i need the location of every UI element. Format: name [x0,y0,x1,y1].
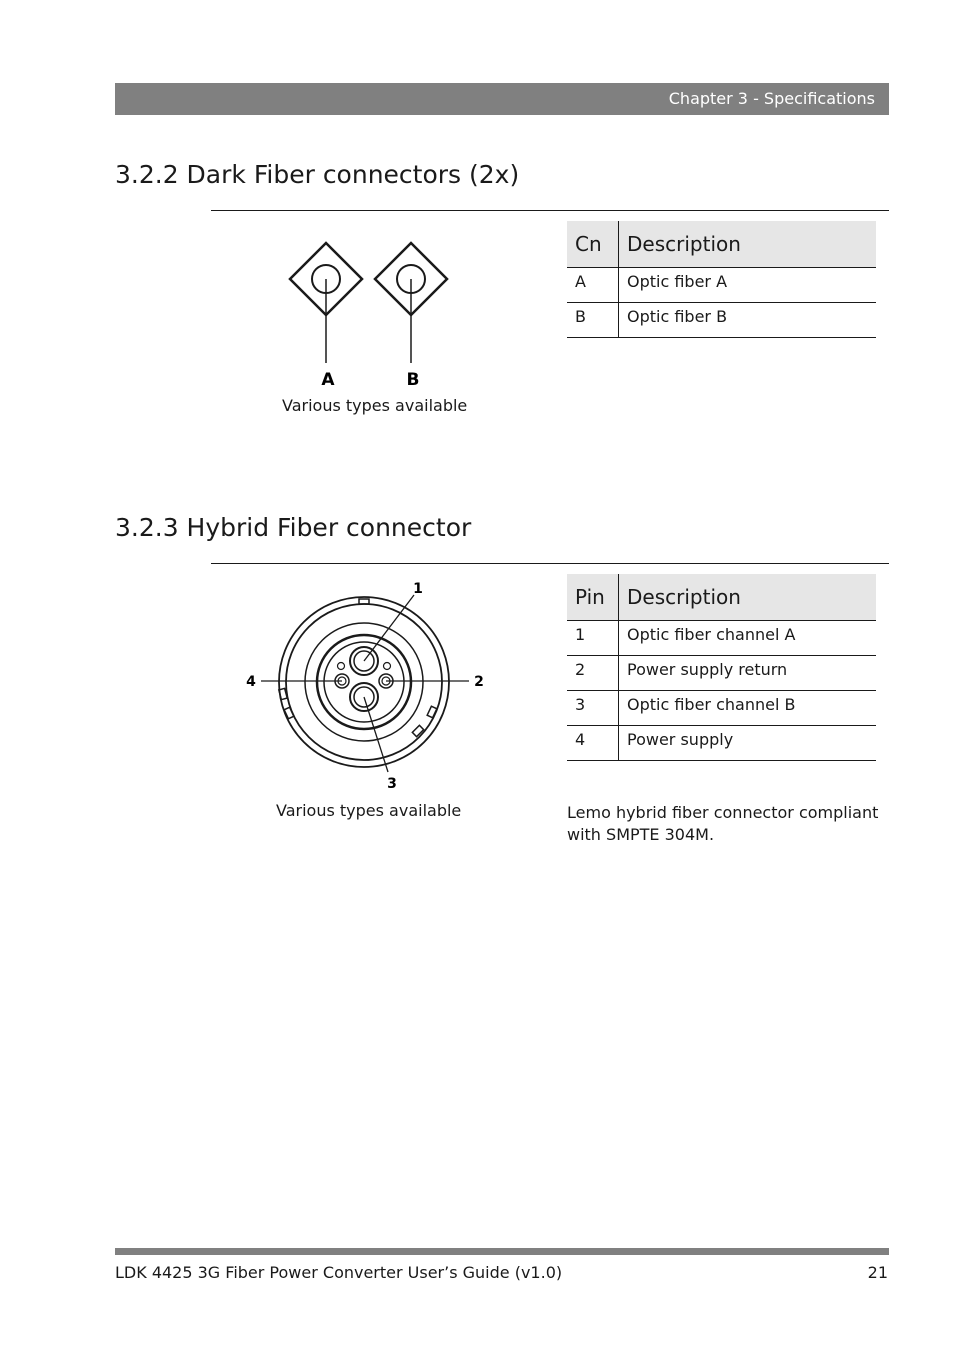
dark-fiber-table [567,221,876,338]
table-cell: Power supply [619,726,877,761]
column-header: Pin [567,574,619,621]
table-row [567,268,876,303]
section-title-dark-fiber: 3.2.2 Dark Fiber connectors (2x) [115,160,520,189]
pin-4-label: 4 [246,674,256,690]
pin-3-label: 3 [387,776,397,792]
table-cell: Optic fiber channel B [619,691,877,726]
table-row [567,726,876,761]
table-cell: Optic fiber A [619,268,877,303]
connector-body-icon [279,597,449,767]
table-cell: Optic fiber B [619,303,877,338]
hybrid-fiber-connector-diagram [240,575,500,800]
section-rule [211,563,889,564]
pin-2-label: 2 [474,674,484,690]
chapter-title: Chapter 3 - Specifications [668,89,875,108]
hybrid-fiber-caption: Various types available [276,801,462,820]
table-row [567,621,876,656]
connector-b-icon [375,243,447,363]
table-cell: Power supply return [619,656,877,691]
label-a: A [321,370,335,390]
table-row [567,691,876,726]
footer-bar [115,1248,889,1255]
label-b: B [406,370,420,390]
table-header-row [567,574,876,621]
column-header: Cn [567,221,619,268]
table-cell: 3 [567,691,619,726]
chapter-header-bar [115,83,889,115]
hybrid-fiber-table [567,574,876,761]
table-row [567,656,876,691]
table-cell: 2 [567,656,619,691]
table-row [567,303,876,338]
connector-note: Lemo hybrid fiber connector compliant with SMPTE 304M. [567,803,879,844]
section-title-hybrid-fiber: 3.2.3 Hybrid Fiber connector [115,513,472,542]
table-header-row [567,221,876,268]
column-header: Description [619,221,877,268]
table-cell: 4 [567,726,619,761]
dark-fiber-connectors-diagram [270,230,470,395]
footer-document-title: LDK 4425 3G Fiber Power Converter User’s Guide (v1.0) [115,1263,563,1282]
table-cell: B [567,303,619,338]
page-number: 21 [867,1263,888,1282]
table-cell: 1 [567,621,619,656]
table-cell: A [567,268,619,303]
connector-a-icon [290,243,362,363]
section-rule [211,210,889,211]
table-cell: Optic fiber channel A [619,621,877,656]
pin-1-label: 1 [413,581,423,597]
dark-fiber-caption: Various types available [282,396,468,415]
column-header: Description [619,574,877,621]
